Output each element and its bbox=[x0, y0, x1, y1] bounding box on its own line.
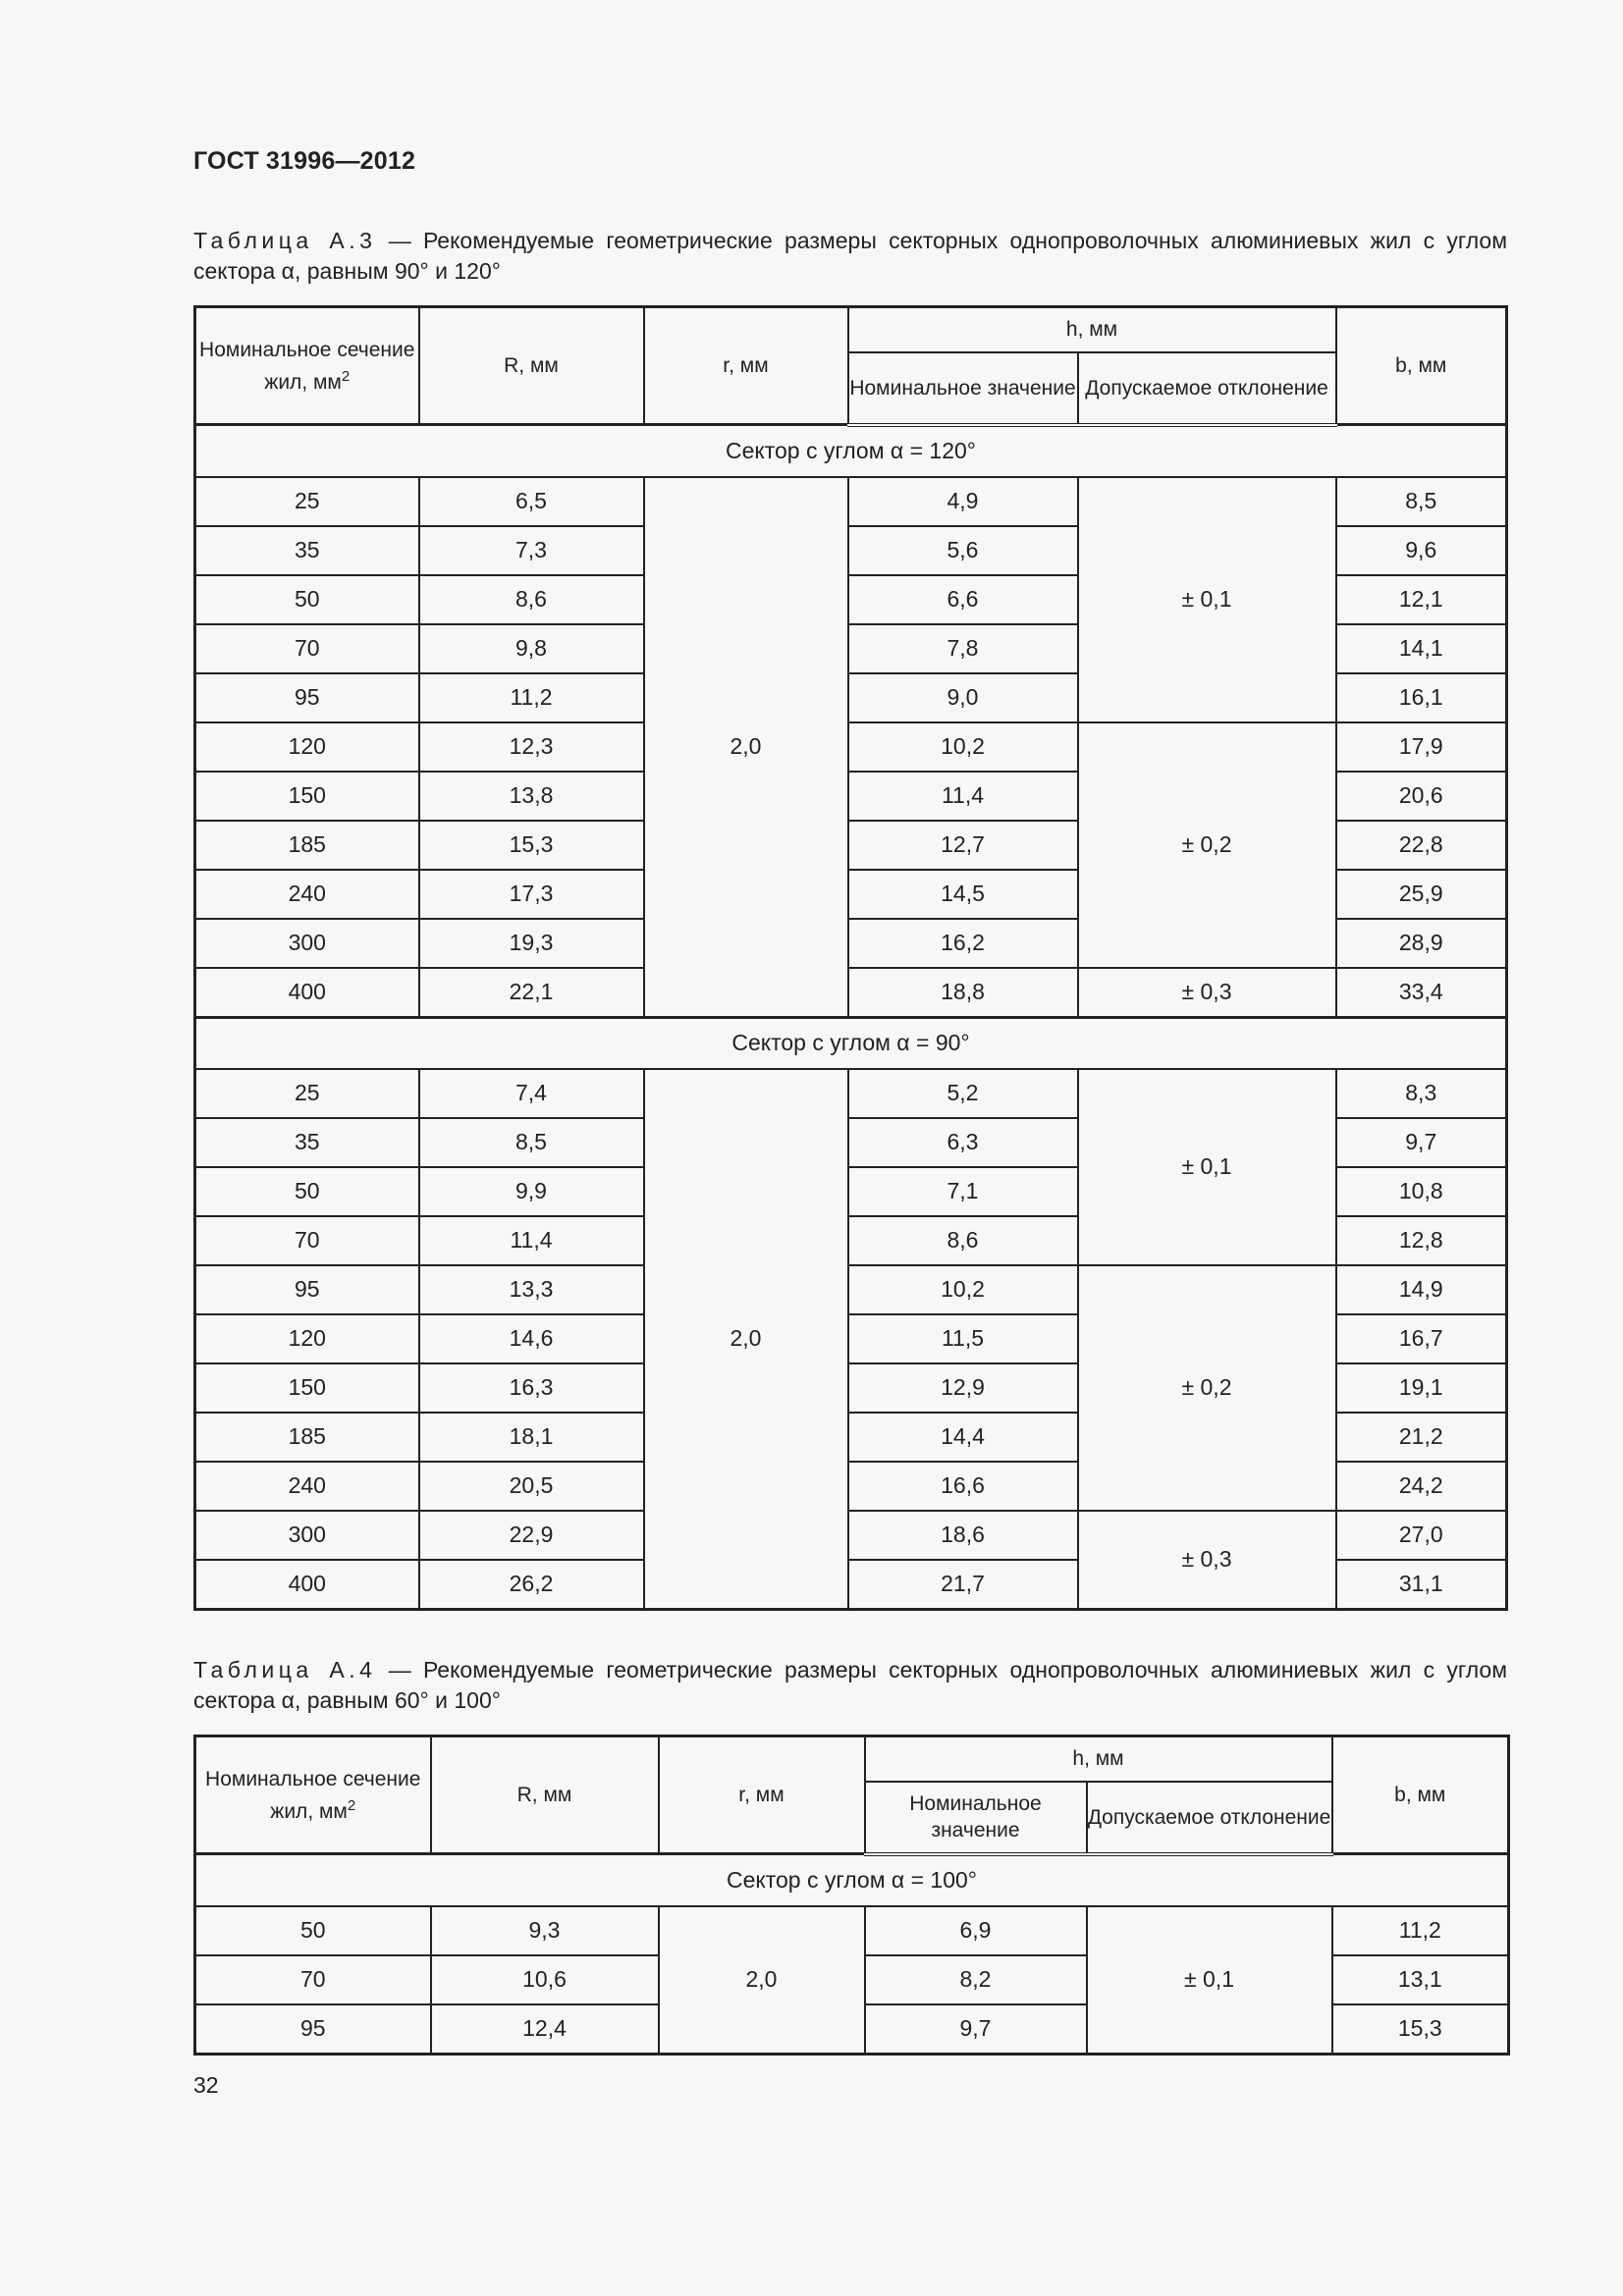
table-cell: 10,6 bbox=[431, 1955, 659, 2004]
table-row bbox=[195, 968, 1507, 1018]
table-cell: 6,9 bbox=[865, 1906, 1087, 1955]
table-cell: 6,3 bbox=[848, 1118, 1078, 1167]
r-value-cell: 2,0 bbox=[659, 1906, 865, 2055]
table-cell: 9,0 bbox=[848, 673, 1078, 722]
table-cell: 26,2 bbox=[419, 1560, 644, 1610]
table-cell: 22,1 bbox=[419, 968, 644, 1018]
tolerance-cell: ± 0,3 bbox=[1078, 1511, 1336, 1610]
table-cell: 95 bbox=[195, 673, 419, 722]
table-cell: 28,9 bbox=[1336, 919, 1507, 968]
table-cell: 11,4 bbox=[419, 1216, 644, 1265]
table-a4-caption bbox=[193, 1655, 1507, 1716]
document-header: ГОСТ 31996—2012 bbox=[193, 147, 416, 175]
column-header-h-tolerance: Допускаемое отклонение bbox=[1087, 1782, 1332, 1854]
column-header-section bbox=[195, 1736, 431, 1854]
table-cell: 31,1 bbox=[1336, 1560, 1507, 1610]
tolerance-cell: ± 0,3 bbox=[1078, 968, 1336, 1018]
table-cell: 240 bbox=[195, 870, 419, 919]
table-cell: 15,3 bbox=[419, 821, 644, 870]
r-value-cell: 2,0 bbox=[644, 1069, 848, 1610]
table-row bbox=[195, 1265, 1507, 1314]
table-cell: 21,2 bbox=[1336, 1413, 1507, 1462]
table-cell: 11,5 bbox=[848, 1314, 1078, 1363]
table-cell: 13,3 bbox=[419, 1265, 644, 1314]
table-cell: 27,0 bbox=[1336, 1511, 1507, 1560]
column-header-h-tolerance: Допускаемое отклонение bbox=[1078, 352, 1336, 425]
table-cell: 9,9 bbox=[419, 1167, 644, 1216]
table-cell: 20,6 bbox=[1336, 772, 1507, 821]
table-cell: 185 bbox=[195, 1413, 419, 1462]
table-cell: 25 bbox=[195, 477, 419, 526]
table-cell: 300 bbox=[195, 1511, 419, 1560]
table-cell: 12,7 bbox=[848, 821, 1078, 870]
table-a4-caption-text: — Рекомендуемые геометрические размеры секторных однопроволочных алюминиевых жил с углом сектора α, равным 60° и 100° bbox=[193, 1657, 1508, 1713]
tolerance-cell: ± 0,2 bbox=[1078, 722, 1336, 968]
table-a4 bbox=[193, 1735, 1510, 2056]
table-a3-caption bbox=[193, 226, 1507, 287]
tolerance-cell: ± 0,1 bbox=[1087, 1906, 1332, 2055]
column-header-r: r, мм bbox=[644, 307, 848, 425]
table-cell: 9,3 bbox=[431, 1906, 659, 1955]
table-a4-caption-lead: Таблица А.4 bbox=[193, 1657, 377, 1682]
table-cell: 19,1 bbox=[1336, 1363, 1507, 1413]
table-cell: 12,9 bbox=[848, 1363, 1078, 1413]
table-cell: 9,7 bbox=[865, 2004, 1087, 2055]
tolerance-cell: ± 0,1 bbox=[1078, 1069, 1336, 1265]
table-cell: 400 bbox=[195, 968, 419, 1018]
table-cell: 16,1 bbox=[1336, 673, 1507, 722]
table-cell: 185 bbox=[195, 821, 419, 870]
table-cell: 12,8 bbox=[1336, 1216, 1507, 1265]
table-cell: 11,2 bbox=[419, 673, 644, 722]
header-text: Номинальное сечение жил, мм bbox=[205, 1767, 421, 1823]
table-cell: 19,3 bbox=[419, 919, 644, 968]
r-value-cell: 2,0 bbox=[644, 477, 848, 1018]
table-cell: 14,1 bbox=[1336, 624, 1507, 673]
table-cell: 50 bbox=[195, 575, 419, 624]
table-cell: 150 bbox=[195, 772, 419, 821]
table-cell: 10,8 bbox=[1336, 1167, 1507, 1216]
table-cell: 16,2 bbox=[848, 919, 1078, 968]
table-cell: 18,1 bbox=[419, 1413, 644, 1462]
table-cell: 16,3 bbox=[419, 1363, 644, 1413]
table-cell: 50 bbox=[195, 1906, 431, 1955]
table-cell: 50 bbox=[195, 1167, 419, 1216]
table-cell: 13,1 bbox=[1332, 1955, 1509, 2004]
header-text: Номинальное сечение жил, мм bbox=[199, 338, 415, 394]
column-header-b: b, мм bbox=[1336, 307, 1507, 425]
table-row bbox=[195, 1511, 1507, 1560]
table-cell: 14,6 bbox=[419, 1314, 644, 1363]
table-row bbox=[195, 1906, 1509, 1955]
table-cell: 20,5 bbox=[419, 1462, 644, 1511]
table-cell: 17,3 bbox=[419, 870, 644, 919]
table-cell: 14,4 bbox=[848, 1413, 1078, 1462]
table-cell: 16,7 bbox=[1336, 1314, 1507, 1363]
table-a3 bbox=[193, 305, 1508, 1611]
page-number: 32 bbox=[193, 2072, 219, 2098]
table-cell: 21,7 bbox=[848, 1560, 1078, 1610]
table-cell: 14,9 bbox=[1336, 1265, 1507, 1314]
column-header-section bbox=[195, 307, 419, 425]
table-cell: 4,9 bbox=[848, 477, 1078, 526]
table-cell: 7,4 bbox=[419, 1069, 644, 1118]
column-header-R: R, мм bbox=[419, 307, 644, 425]
column-header-h: h, мм bbox=[848, 307, 1336, 352]
table-cell: 15,3 bbox=[1332, 2004, 1509, 2055]
table-cell: 5,2 bbox=[848, 1069, 1078, 1118]
table-cell: 22,8 bbox=[1336, 821, 1507, 870]
table-cell: 6,6 bbox=[848, 575, 1078, 624]
table-cell: 120 bbox=[195, 722, 419, 772]
table-a3-caption-text: — Рекомендуемые геометрические размеры секторных однопроволочных алюминиевых жил с углом сектора α, равным 90° и 120° bbox=[193, 228, 1508, 284]
table-cell: 11,2 bbox=[1332, 1906, 1509, 1955]
column-header-b: b, мм bbox=[1332, 1736, 1509, 1854]
sector-heading: Сектор с углом α = 90° bbox=[195, 1017, 1507, 1069]
table-cell: 70 bbox=[195, 624, 419, 673]
table-cell: 8,6 bbox=[848, 1216, 1078, 1265]
table-cell: 14,5 bbox=[848, 870, 1078, 919]
table-cell: 17,9 bbox=[1336, 722, 1507, 772]
tolerance-cell: ± 0,2 bbox=[1078, 1265, 1336, 1511]
table-cell: 95 bbox=[195, 2004, 431, 2055]
table-cell: 10,2 bbox=[848, 1265, 1078, 1314]
table-cell: 33,4 bbox=[1336, 968, 1507, 1018]
table-cell: 25 bbox=[195, 1069, 419, 1118]
table-cell: 150 bbox=[195, 1363, 419, 1413]
sector-heading: Сектор с углом α = 100° bbox=[195, 1854, 1509, 1906]
table-cell: 35 bbox=[195, 526, 419, 575]
table-cell: 10,2 bbox=[848, 722, 1078, 772]
table-cell: 35 bbox=[195, 1118, 419, 1167]
table-cell: 13,8 bbox=[419, 772, 644, 821]
table-cell: 12,1 bbox=[1336, 575, 1507, 624]
tolerance-cell: ± 0,1 bbox=[1078, 477, 1336, 722]
table-cell: 16,6 bbox=[848, 1462, 1078, 1511]
superscript: 2 bbox=[341, 367, 351, 385]
table-cell: 8,6 bbox=[419, 575, 644, 624]
table-row bbox=[195, 722, 1507, 772]
table-cell: 7,8 bbox=[848, 624, 1078, 673]
table-row bbox=[195, 477, 1507, 526]
table-cell: 18,8 bbox=[848, 968, 1078, 1018]
table-cell: 240 bbox=[195, 1462, 419, 1511]
table-cell: 6,5 bbox=[419, 477, 644, 526]
superscript: 2 bbox=[347, 1796, 356, 1814]
table-cell: 22,9 bbox=[419, 1511, 644, 1560]
table-cell: 12,4 bbox=[431, 2004, 659, 2055]
table-cell: 5,6 bbox=[848, 526, 1078, 575]
table-cell: 9,8 bbox=[419, 624, 644, 673]
table-cell: 12,3 bbox=[419, 722, 644, 772]
table-cell: 70 bbox=[195, 1216, 419, 1265]
table-row bbox=[195, 1069, 1507, 1118]
column-header-r: r, мм bbox=[659, 1736, 865, 1854]
table-cell: 8,5 bbox=[419, 1118, 644, 1167]
table-cell: 7,1 bbox=[848, 1167, 1078, 1216]
table-cell: 9,7 bbox=[1336, 1118, 1507, 1167]
column-header-h-nominal: Номинальное значение bbox=[865, 1782, 1087, 1854]
table-cell: 300 bbox=[195, 919, 419, 968]
column-header-R: R, мм bbox=[431, 1736, 659, 1854]
table-cell: 8,3 bbox=[1336, 1069, 1507, 1118]
sector-heading: Сектор с углом α = 120° bbox=[195, 425, 1507, 477]
table-cell: 70 bbox=[195, 1955, 431, 2004]
column-header-h-nominal: Номинальное значение bbox=[848, 352, 1078, 425]
table-cell: 9,6 bbox=[1336, 526, 1507, 575]
table-cell: 8,5 bbox=[1336, 477, 1507, 526]
table-cell: 95 bbox=[195, 1265, 419, 1314]
table-cell: 25,9 bbox=[1336, 870, 1507, 919]
table-cell: 18,6 bbox=[848, 1511, 1078, 1560]
table-cell: 7,3 bbox=[419, 526, 644, 575]
table-cell: 120 bbox=[195, 1314, 419, 1363]
table-cell: 24,2 bbox=[1336, 1462, 1507, 1511]
table-a3-caption-lead: Таблица А.3 bbox=[193, 228, 377, 253]
table-cell: 11,4 bbox=[848, 772, 1078, 821]
table-cell: 8,2 bbox=[865, 1955, 1087, 2004]
column-header-h: h, мм bbox=[865, 1736, 1332, 1782]
table-cell: 400 bbox=[195, 1560, 419, 1610]
